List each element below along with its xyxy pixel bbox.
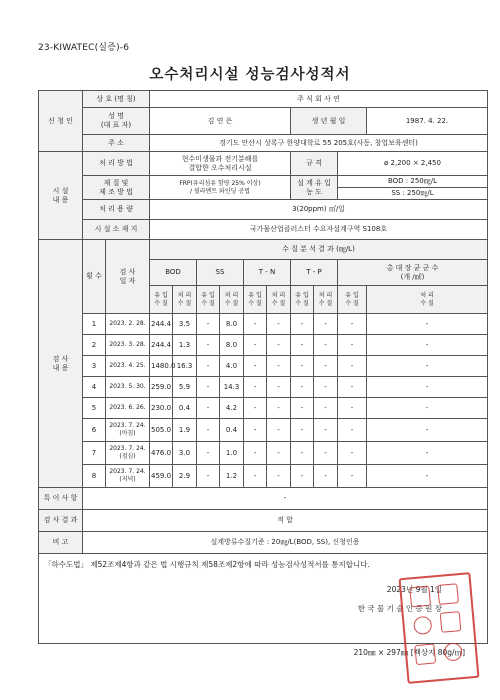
tn-inflow: - [244, 314, 267, 335]
tp-treated: - [314, 442, 338, 465]
result-header: 수 질 분 석 결 과 (㎎/L) [150, 240, 488, 260]
issuer-name: 한 국 물 기 술 인 증 원 장 [357, 604, 442, 613]
capacity-value: 3(20ppm) ㎥/일 [150, 200, 488, 220]
tp-inflow: - [291, 377, 314, 398]
official-seal [399, 572, 480, 684]
row-date: 2023. 5. 30. [106, 377, 150, 398]
ss-treated: 4.0 [220, 356, 244, 377]
method-label: 처 리 방 법 [83, 152, 150, 176]
inspection-section-label: 검 사 내 용 [39, 240, 83, 488]
coliform-treated: - [367, 398, 488, 419]
coliform-treated: - [367, 419, 488, 442]
coliform-header: 총 대 장 균 군 수 (개 /㎖) [338, 260, 488, 286]
sub-inflow-label: 유 입 수 질 [197, 286, 220, 314]
tp-inflow: - [291, 398, 314, 419]
tp-treated: - [314, 335, 338, 356]
ss-inflow: - [197, 419, 220, 442]
report-table [38, 90, 488, 644]
param-tp-header: T - P [291, 260, 338, 286]
remarks-value: 설계방류수질기준 : 20㎎/L(BOD, SS), 신청인용 [83, 532, 488, 554]
tn-treated: - [267, 377, 291, 398]
representative-value: 김 연 은 [150, 108, 291, 135]
coliform-treated: - [367, 465, 488, 488]
tn-inflow: - [244, 465, 267, 488]
special-label: 특 이 사 항 [39, 488, 83, 510]
tn-treated: - [267, 356, 291, 377]
design-concentration-label: 설 계 유 입 농 도 [291, 176, 338, 200]
tp-inflow: - [291, 419, 314, 442]
coliform-treated: - [367, 356, 488, 377]
param-tn-header: T - N [244, 260, 291, 286]
ss-inflow: - [197, 335, 220, 356]
tn-inflow: - [244, 442, 267, 465]
date-header: 검 사 일 자 [106, 240, 150, 314]
param-ss-header: SS [197, 260, 244, 286]
table-row [39, 377, 488, 398]
table-row [39, 398, 488, 419]
row-count: 6 [83, 419, 106, 442]
tn-inflow: - [244, 356, 267, 377]
coliform-treated: - [367, 314, 488, 335]
bod-treated: 0.4 [173, 398, 197, 419]
row-date: 2023. 3. 28. [106, 335, 150, 356]
sub-treated-label: 처 리 수 질 [267, 286, 291, 314]
coliform-treated: - [367, 442, 488, 465]
coliform-inflow: - [338, 398, 367, 419]
bod-treated: 5.9 [173, 377, 197, 398]
special-value: - [83, 488, 488, 510]
row-date: 2023. 4. 25. [106, 356, 150, 377]
spec-label: 규 격 [291, 152, 338, 176]
tp-inflow: - [291, 465, 314, 488]
tn-inflow: - [244, 335, 267, 356]
row-count: 1 [83, 314, 106, 335]
spec-value: ø 2,200 × 2,450 [338, 152, 488, 176]
table-row [39, 314, 488, 335]
tp-inflow: - [291, 314, 314, 335]
sub-inflow-label: 유 입 수 질 [291, 286, 314, 314]
row-date: 2023. 6. 26. [106, 398, 150, 419]
sub-inflow-label: 유 입 수 질 [338, 286, 367, 314]
bod-inflow: 244.4 [150, 335, 173, 356]
ss-treated: 1.2 [220, 465, 244, 488]
bod-treated: 16.3 [173, 356, 197, 377]
remarks-label: 비 고 [39, 532, 83, 554]
row-date: 2023. 7. 24. (점심) [106, 442, 150, 465]
tn-inflow: - [244, 419, 267, 442]
bod-inflow: 476.0 [150, 442, 173, 465]
tn-treated: - [267, 442, 291, 465]
tn-treated: - [267, 335, 291, 356]
coliform-inflow: - [338, 465, 367, 488]
row-count: 3 [83, 356, 106, 377]
sub-treated-label: 처 리 수 질 [314, 286, 338, 314]
ss-inflow: - [197, 465, 220, 488]
coliform-treated: - [367, 335, 488, 356]
tn-inflow: - [244, 377, 267, 398]
tp-inflow: - [291, 335, 314, 356]
tn-treated: - [267, 314, 291, 335]
row-count: 4 [83, 377, 106, 398]
capacity-label: 처 리 용 량 [83, 200, 150, 220]
ss-inflow: - [197, 442, 220, 465]
ss-treated: 8.0 [220, 335, 244, 356]
ss-treated: 14.3 [220, 377, 244, 398]
coliform-inflow: - [338, 356, 367, 377]
ss-inflow: - [197, 314, 220, 335]
bod-inflow: 259.0 [150, 377, 173, 398]
row-count: 8 [83, 465, 106, 488]
sub-treated-label: 처 리 수 질 [367, 286, 488, 314]
table-row [39, 465, 488, 488]
table-row [39, 442, 488, 465]
tp-inflow: - [291, 356, 314, 377]
material-value: FRP(유리섬유 함량 25% 이상) / 필라멘트 와인딩 공법 [150, 176, 291, 200]
address-value: 경기도 안산시 상록구 한양대학로 55 205호(사동, 창업보육센터) [150, 135, 488, 152]
tn-treated: - [267, 465, 291, 488]
coliform-treated: - [367, 377, 488, 398]
bod-inflow: 459.0 [150, 465, 173, 488]
tn-treated: - [267, 398, 291, 419]
ss-treated: 4.2 [220, 398, 244, 419]
table-row [39, 335, 488, 356]
tp-treated: - [314, 356, 338, 377]
bod-treated: 1.9 [173, 419, 197, 442]
design-ss: SS : 250㎎/L [338, 188, 488, 200]
sub-treated-label: 처 리 수 질 [220, 286, 244, 314]
birth-label: 생 년 월 일 [291, 108, 367, 135]
sub-inflow-label: 유 입 수 질 [150, 286, 173, 314]
result-value: 적 합 [83, 510, 488, 532]
result-label: 검 사 결 과 [39, 510, 83, 532]
company-label: 상 호 (명 칭) [83, 91, 150, 108]
tp-treated: - [314, 465, 338, 488]
tp-treated: - [314, 398, 338, 419]
sub-inflow-label: 유 입 수 질 [244, 286, 267, 314]
row-count: 7 [83, 442, 106, 465]
ss-treated: 1.0 [220, 442, 244, 465]
bod-inflow: 1480.0 [150, 356, 173, 377]
bod-treated: 2.9 [173, 465, 197, 488]
applicant-section-label: 신 청 인 [39, 91, 83, 152]
coliform-inflow: - [338, 335, 367, 356]
tp-treated: - [314, 419, 338, 442]
material-label: 재 질 및 제 조 방 법 [83, 176, 150, 200]
company-value: 주 식 회 사 연 [150, 91, 488, 108]
ss-inflow: - [197, 356, 220, 377]
tp-treated: - [314, 377, 338, 398]
ss-treated: 0.4 [220, 419, 244, 442]
document-title: 오수처리시설 성능검사성적서 [149, 67, 351, 83]
representative-label: 성 명 (대 표 자) [83, 108, 150, 135]
row-count: 5 [83, 398, 106, 419]
param-bod-header: BOD [150, 260, 197, 286]
table-row [39, 419, 488, 442]
design-bod: BOD : 250㎎/L [338, 176, 488, 188]
location-value: 국가물산업클러스터 수요자설계구역 S108호 [150, 220, 488, 240]
row-date: 2023. 7. 24. (저녁) [106, 465, 150, 488]
tp-treated: - [314, 314, 338, 335]
method-value: 현수미생물과 전기분해를 결합한 오수처리시설 [150, 152, 291, 176]
ss-inflow: - [197, 377, 220, 398]
tn-treated: - [267, 419, 291, 442]
facility-section-label: 시 설 내 용 [39, 152, 83, 240]
tp-inflow: - [291, 442, 314, 465]
coliform-inflow: - [338, 419, 367, 442]
location-label: 시 설 소 재 지 [83, 220, 150, 240]
bod-inflow: 244.4 [150, 314, 173, 335]
bod-treated: 1.3 [173, 335, 197, 356]
document-id: 23-KIWATEC(실증)-6 [38, 43, 130, 53]
row-date: 2023. 2. 28. [106, 314, 150, 335]
bod-inflow: 230.0 [150, 398, 173, 419]
bod-inflow: 505.0 [150, 419, 173, 442]
ss-inflow: - [197, 398, 220, 419]
address-label: 주 소 [83, 135, 150, 152]
bod-treated: 3.0 [173, 442, 197, 465]
issue-date: 2023년 9월 1일 [386, 585, 442, 594]
statement-text: 「하수도법」 제52조제4항과 같은 법 시행규칙 제58조제2항에 따라 성능검사성적서를 통지합니다. [44, 560, 370, 569]
tn-inflow: - [244, 398, 267, 419]
birth-value: 1987. 4. 22. [367, 108, 488, 135]
coliform-inflow: - [338, 442, 367, 465]
coliform-inflow: - [338, 377, 367, 398]
row-date: 2023. 7. 24. (아침) [106, 419, 150, 442]
bod-treated: 3.5 [173, 314, 197, 335]
count-header: 횟 수 [83, 240, 106, 314]
table-row [39, 356, 488, 377]
row-count: 2 [83, 335, 106, 356]
sub-treated-label: 처 리 수 질 [173, 286, 197, 314]
paper-footer: 210㎜ × 297㎜ [백상지 80g/㎡] [353, 648, 465, 657]
ss-treated: 8.0 [220, 314, 244, 335]
coliform-inflow: - [338, 314, 367, 335]
report-sheet [38, 90, 467, 658]
